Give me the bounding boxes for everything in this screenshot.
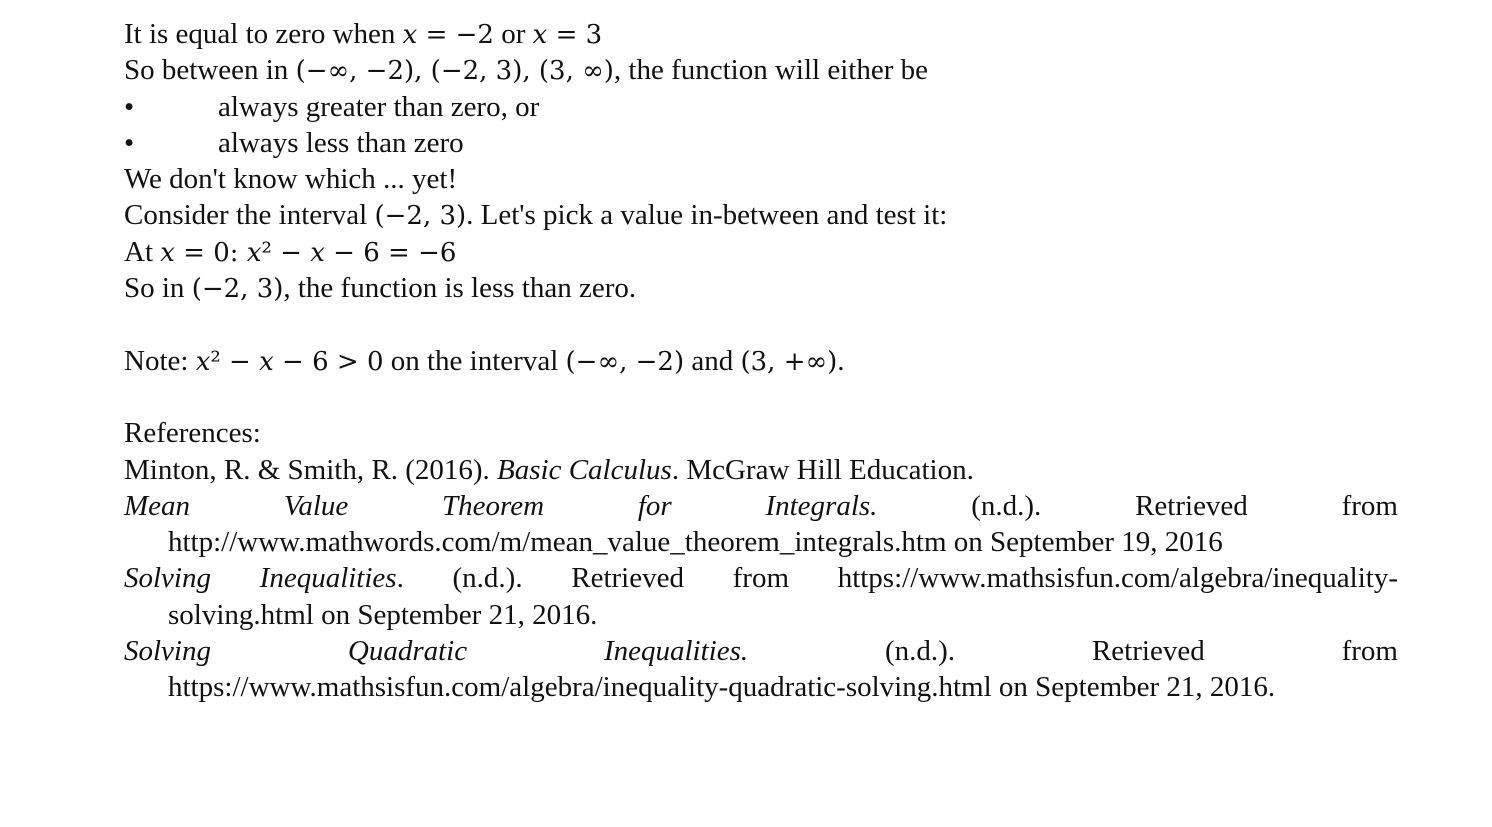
text: . (n.d.). Retrieved from https://www.mathsisfun.com/algebra/inequality- — [396, 562, 1398, 595]
word: Mean — [124, 489, 191, 522]
word: for — [637, 489, 672, 522]
word: Value — [283, 489, 349, 522]
math: (3, +∞) — [740, 346, 838, 377]
math-var: x — [195, 346, 211, 377]
text: Minton, R. & Smith, R. (2016). — [124, 453, 498, 486]
math: − 6 > 0 — [273, 346, 384, 377]
math: (−2, 3) — [191, 274, 284, 305]
text: . — [837, 344, 845, 377]
word: Solving — [124, 635, 211, 668]
math: (−∞, −2) — [565, 346, 685, 377]
text: It is equal to zero when — [124, 18, 403, 50]
text: Consider the interval — [124, 199, 375, 232]
spacer — [124, 306, 1398, 342]
reference-minton — [124, 452, 1398, 488]
bullet-text: always less than zero — [218, 126, 464, 159]
zero-statement — [124, 16, 1398, 52]
note — [124, 343, 1398, 379]
word: Quadratic — [347, 635, 468, 668]
math-var: x — [310, 237, 325, 268]
bullet-item — [124, 89, 1398, 125]
reference-mvt — [124, 488, 1398, 524]
conclusion — [124, 270, 1398, 306]
math-var: x — [402, 20, 418, 50]
word: (n.d.). — [885, 635, 956, 668]
interval-test — [124, 197, 1398, 233]
word: (n.d.). — [971, 489, 1042, 522]
book-title: Basic Calculus — [497, 453, 672, 486]
math: = 3 — [547, 20, 603, 50]
reference-mvt-url: http://www.mathwords.com/m/mean_value_theorem_integrals.htm on September 19, 2016 — [168, 526, 1223, 559]
reference-solving-inequalities-cont: solving.html on September 21, 2016. — [168, 598, 598, 631]
math-var: x — [160, 237, 175, 268]
intervals-statement — [124, 52, 1398, 88]
bullet-icon: • — [124, 90, 135, 123]
references-heading: References: — [124, 417, 261, 450]
bullet-item — [124, 125, 1398, 161]
text-line: We don't know which ... yet! — [124, 163, 458, 196]
bullet-icon: • — [124, 126, 135, 159]
text: or — [493, 18, 533, 50]
spacer — [124, 379, 1398, 415]
text: . McGraw Hill Education. — [671, 453, 974, 486]
math: (−2, 3) — [374, 201, 467, 232]
reference-quadratic — [124, 633, 1398, 669]
word: Retrieved — [1135, 489, 1248, 522]
evaluation — [124, 234, 1398, 270]
document-page — [124, 16, 1398, 706]
math: = −2 — [417, 20, 494, 50]
text: So between in — [124, 54, 296, 87]
math: ² − — [210, 346, 260, 377]
text: on the interval — [383, 344, 566, 377]
word: Integrals. — [765, 489, 878, 522]
text: , the function is less than zero. — [283, 272, 637, 305]
text: Note: — [124, 344, 196, 377]
math: = 0: — [174, 237, 247, 268]
text: At — [124, 235, 161, 268]
math: − 6 = −6 — [324, 237, 457, 268]
reference-solving-inequalities — [124, 560, 1398, 596]
text: So in — [124, 272, 192, 305]
word: Theorem — [442, 489, 545, 522]
title: Solving Inequalities — [124, 562, 397, 595]
word: Inequalities. — [603, 635, 749, 668]
math-var: x — [259, 346, 274, 377]
math: ² − — [261, 237, 311, 268]
text: , the function will either be — [613, 54, 928, 87]
math-var: x — [532, 20, 548, 50]
text: . Let's pick a value in-between and test it: — [466, 199, 948, 232]
word: Retrieved — [1091, 635, 1205, 668]
reference-quadratic-url: https://www.mathsisfun.com/algebra/inequality-quadratic-solving.html on September 21, 2016. — [168, 671, 1276, 704]
word: from — [1341, 635, 1398, 668]
math-var: x — [246, 237, 262, 268]
word: from — [1341, 489, 1398, 522]
math: (−∞, −2), (−2, 3), (3, ∞) — [295, 56, 614, 87]
bullet-text: always greater than zero, or — [218, 90, 540, 123]
text: and — [684, 344, 741, 377]
